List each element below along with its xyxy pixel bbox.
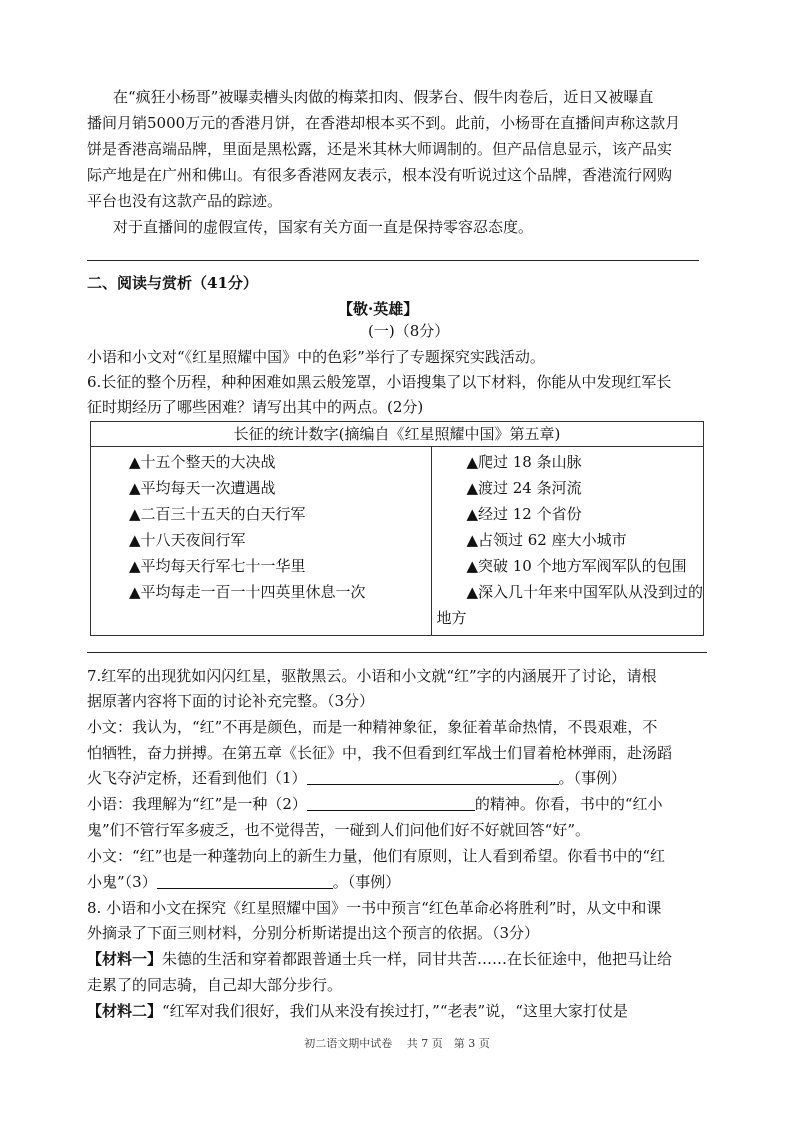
activity-lead: 小语和小文对“《红星照耀中国》中的色彩”举行了专题探究实践活动。: [87, 348, 545, 366]
part-label: (一)（8分）: [368, 322, 450, 340]
intro-line: 播间月销5000万元的香港月饼，在香港却根本买不到。此前，小杨哥在直播间声称这款月: [87, 114, 681, 132]
stat-item: ▲深入几十年来中国军队从没到过的: [466, 583, 703, 601]
q7-line: 据原著内容将下面的讨论补充完整。（3分）: [87, 692, 375, 710]
material-1-line: 走累了的同志骑，自己却大部分步行。: [87, 976, 343, 994]
stat-item: ▲平均每天行军七十一华里: [129, 557, 306, 575]
section-heading: 二、阅读与赏析（41分）: [87, 274, 258, 292]
section-theme: 【敬·英雄】: [338, 300, 419, 318]
q8-line: 外摘录了下面三则材料，分别分析斯诺提出这个预言的依据。（3分）: [87, 924, 540, 942]
table-right-column: [432, 447, 704, 636]
q7-line: 小文：我认为，“红”不再是颜色，而是一种精神象征，象征着革命热情，不畏艰难，不: [87, 718, 658, 736]
q7-line: 怕牺牲，奋力拼搏。在第五章《长征》中，我不但看到红军战士们冒着枪林弹雨，赴汤蹈: [87, 744, 673, 762]
q7-line: 小文：“红”也是一种蓬勃向上的新生力量，他们有原则，让人看到希望。你看书中的“红: [87, 847, 666, 865]
q7-blank-line-2: [87, 793, 663, 815]
stat-item: ▲十八天夜间行军: [129, 531, 246, 549]
q6-line: 6.长征的整个历程，种种困难如黑云般笼罩，小语搜集了以下材料，你能从中发现红军长: [87, 373, 672, 391]
material-2-line: [87, 1000, 628, 1022]
material-1-line: [87, 948, 672, 970]
stat-item: ▲占领过 62 座大小城市: [466, 531, 627, 549]
answer-blank-1[interactable]: [307, 768, 559, 785]
intro-last-line: 对于直播间的虚假宣传，国家有关方面一直是保持零容忍态度。: [113, 218, 534, 236]
q7-text: 。（事例）: [558, 769, 627, 787]
q6-line: 征时期经历了哪些困难？请写出其中的两点。(2分): [87, 398, 424, 416]
intro-line: 在“疯狂小杨哥”被曝卖槽头肉做的梅菜扣肉、假茅台、假牛肉卷后，近日又被曝直: [113, 88, 654, 106]
material-1-tag: 【材料一】: [87, 950, 163, 968]
divider: [87, 260, 699, 261]
stat-item: ▲十五个整天的大决战: [129, 453, 276, 471]
stat-item: ▲渡过 24 条河流: [466, 479, 582, 497]
stat-item: ▲经过 12 个省份: [466, 505, 582, 523]
table-caption: 长征的统计数字(摘编自《红星照耀中国》第五章): [91, 422, 704, 447]
answer-blank-2[interactable]: [307, 794, 475, 811]
divider: [87, 652, 707, 653]
q7-line: 7.红军的出现犹如闪闪红星，驱散黑云。小语和小文就“红”字的内涵展开了讨论，请根: [87, 667, 657, 685]
intro-line: 际产地是在广州和佛山。有很多香港网友表示，根本没有听说过这个品牌，香港流行网购: [87, 166, 673, 184]
q8-line: 8. 小语和小文在探究《红星照耀中国》一书中预言“红色革命必将胜利”时，从文中和课: [87, 899, 662, 917]
q7-text: 小鬼”（3）: [87, 873, 157, 891]
answer-blank-3[interactable]: [157, 872, 333, 889]
q7-text: 。（事例）: [332, 873, 401, 891]
q7-text: 小语：我理解为“红”是一种（2）: [87, 795, 307, 813]
stat-item-tail: 地方: [436, 609, 467, 627]
q7-blank-line-1: [87, 767, 626, 789]
q7-blank-line-3: [87, 871, 400, 893]
q7-line: 鬼”们不管行军多疲乏，也不觉得苦，一碰到人们问他们好不好就回答“好”。: [87, 821, 591, 839]
material-2-tag: 【材料二】: [87, 1002, 163, 1020]
table-left-column: [91, 447, 432, 636]
material-text: 朱德的生活和穿着都跟普通士兵一样，同甘共苦……在长征途中，他把马让给: [162, 950, 673, 968]
stat-item: ▲突破 10 个地方军阀军队的包围: [466, 557, 687, 575]
intro-line: 平台也没有这款产品的踪迹。: [87, 192, 283, 210]
material-text: “红军对我们很好，我们从来没有挨过打，”“老表”说，“这里大家打仗是: [162, 1002, 628, 1020]
longmarch-stats-table: [90, 421, 704, 636]
q7-text: 火飞夺泸定桥，还看到他们（1）: [87, 769, 307, 787]
stat-item: ▲平均每走一百一十四英里休息一次: [129, 583, 366, 601]
stat-item: ▲二百三十五天的白天行军: [129, 505, 306, 523]
q7-text: 的精神。你看，书中的“红小: [474, 795, 663, 813]
stat-item: ▲平均每天一次遭遇战: [129, 479, 276, 497]
page-footer: 初二语文期中试卷 共 7 页 第 3 页: [304, 1037, 490, 1050]
stat-item: ▲爬过 18 条山脉: [466, 453, 582, 471]
intro-line: 饼是香港高端品牌，里面是黑松露，还是米其林大师调制的。但产品信息显示，该产品实: [87, 140, 673, 158]
